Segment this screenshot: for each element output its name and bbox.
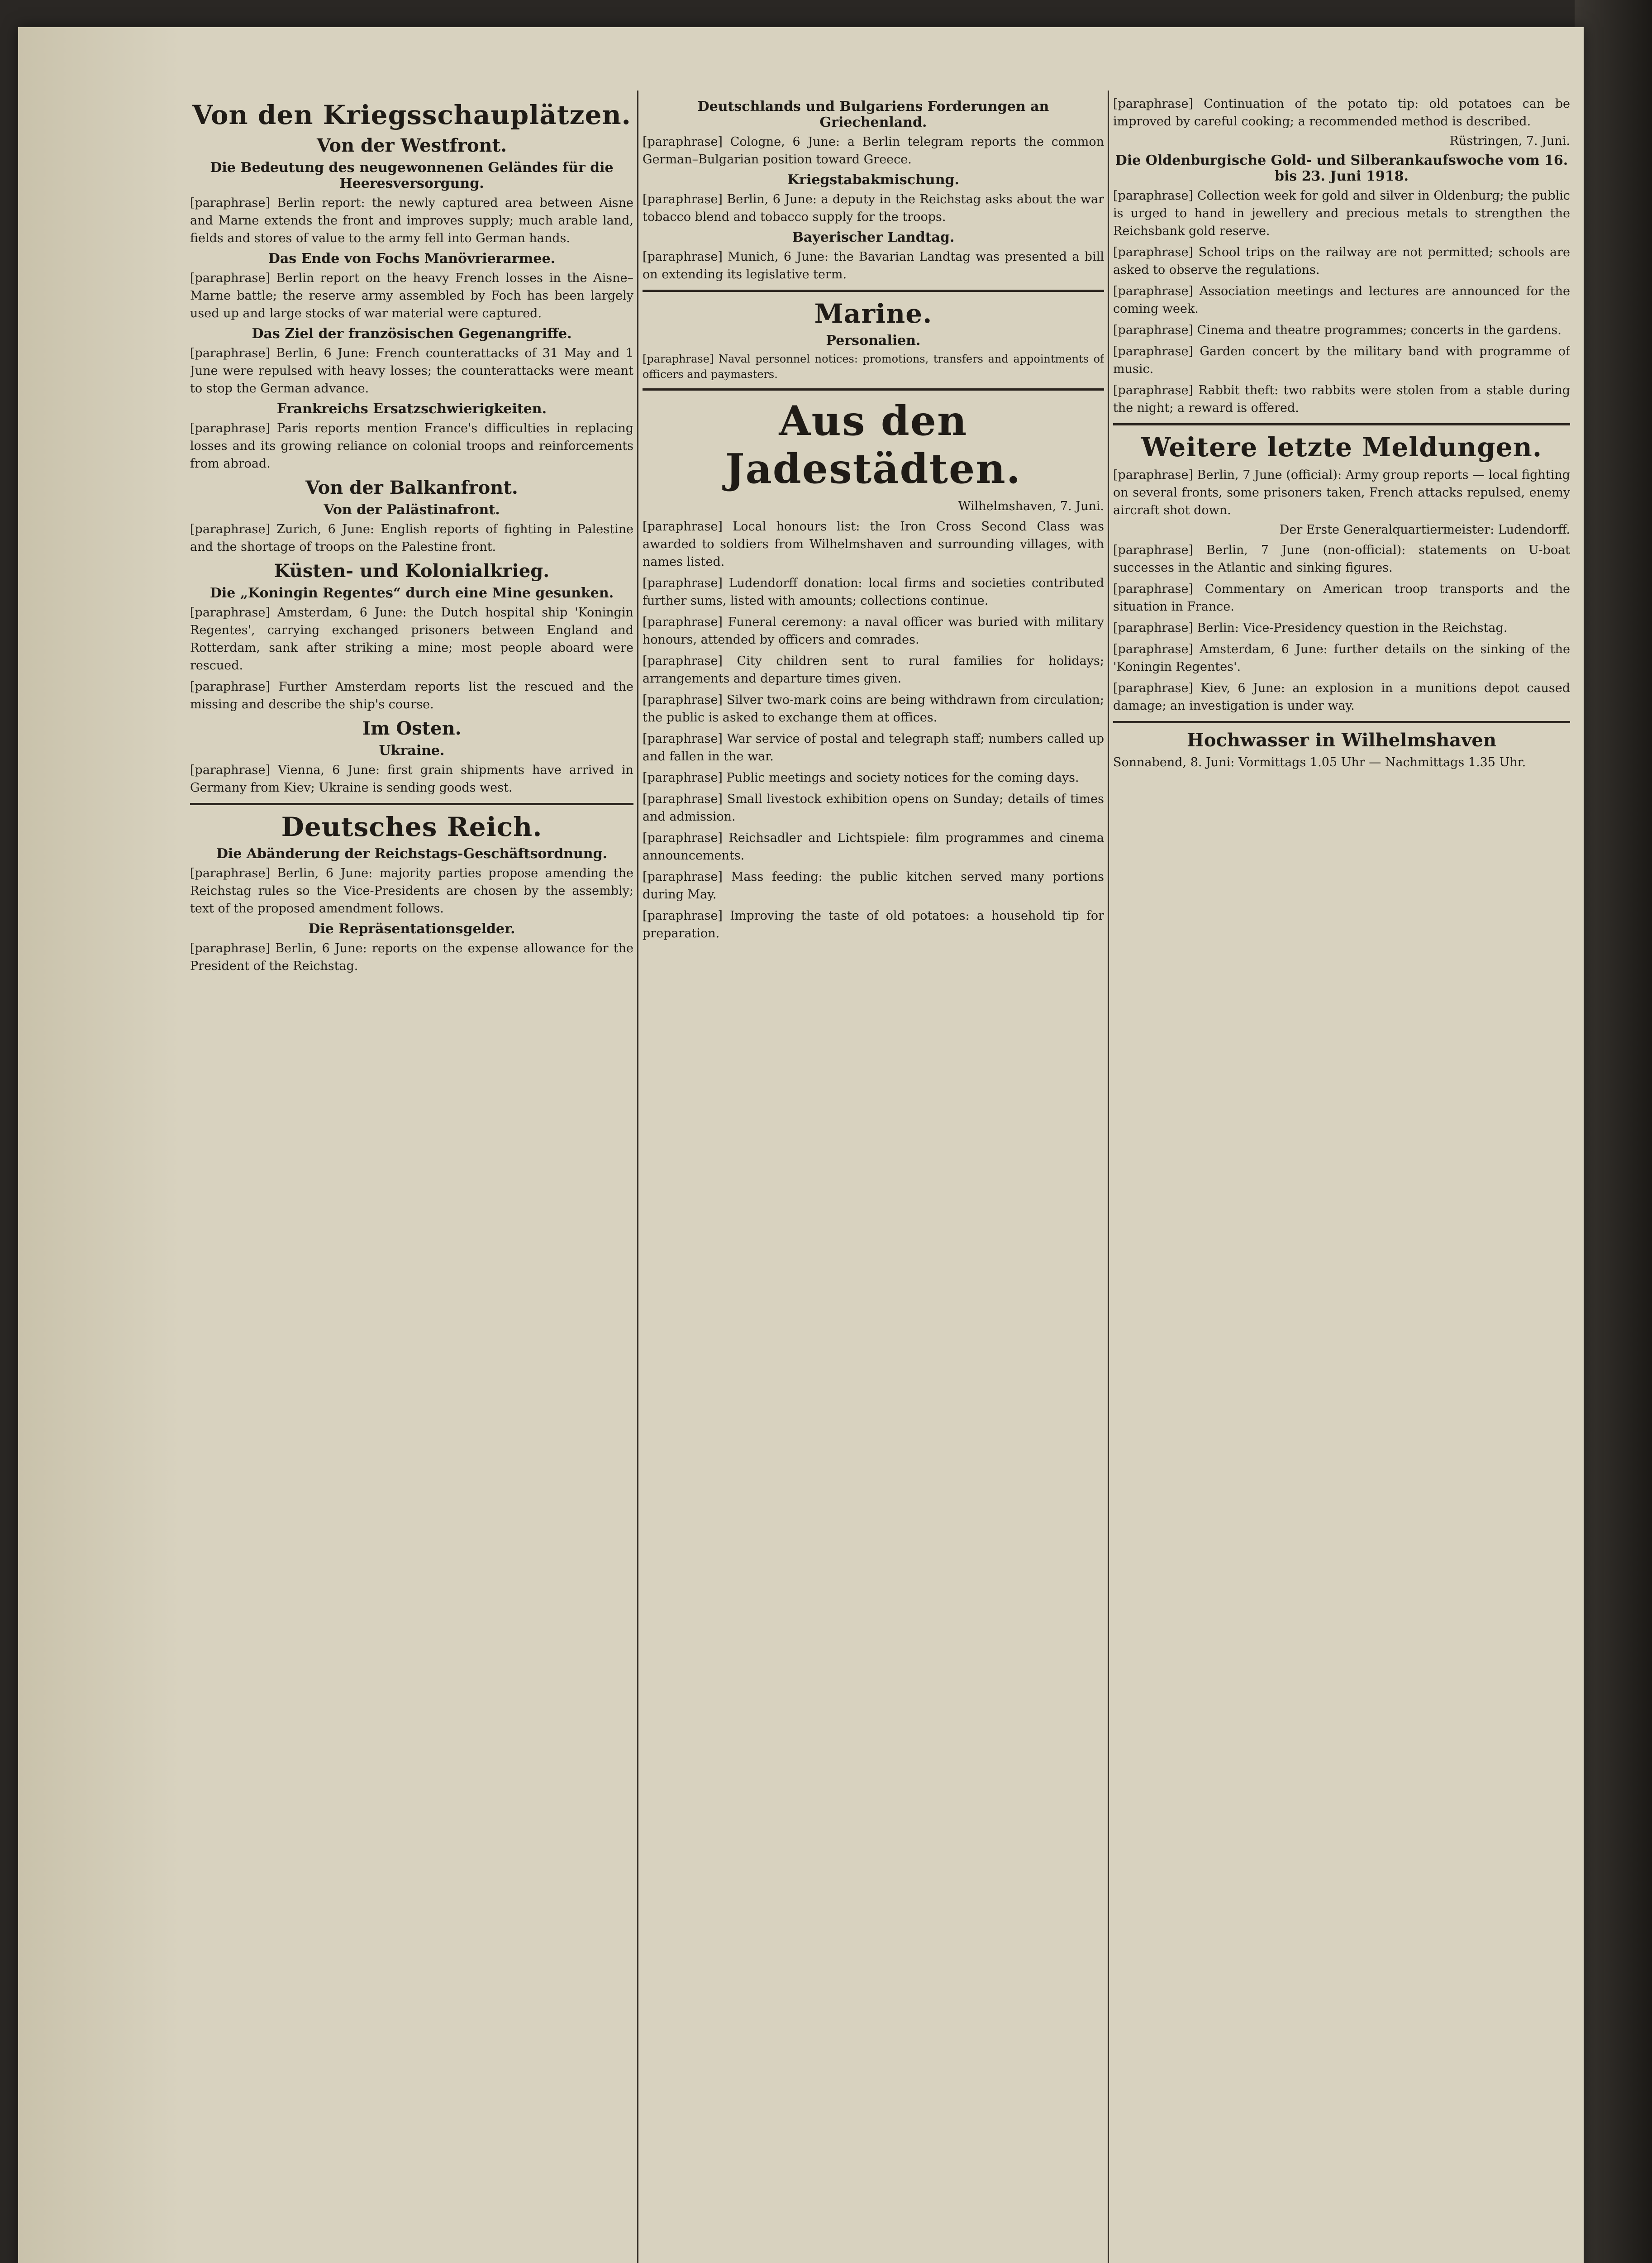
article-text: [paraphrase] Public meetings and society notices for the coming days.: [643, 771, 1079, 785]
article-text: [paraphrase] Cologne, 6 June: a Berlin telegram reports the common German–Bulgarian position toward Greece.: [643, 135, 1104, 167]
newspaper-page: [18, 27, 1584, 2263]
article-heading: Personalien.: [826, 333, 921, 349]
article-heading: Das Ende von Fochs Manövrierarmee.: [268, 251, 556, 267]
article-text: [paraphrase] Rabbit theft: two rabbits were stolen from a stable during the night; a reward is offered.: [1113, 383, 1570, 415]
article-heading: Bayerischer Landtag.: [792, 229, 955, 245]
article-heading: Die Abänderung der Reichstags-Geschäftsordnung.: [216, 846, 608, 862]
article-text: [paraphrase] Berlin, 7 June (official): Army group reports — local fighting on several fronts, some prisoners taken, French attacks repulsed, enemy aircraft shot down.: [1113, 468, 1570, 517]
article-text: [paraphrase] Garden concert by the military band with programme of music.: [1113, 344, 1570, 376]
article-text: [paraphrase] Berlin, 7 June (non-official): statements on U-boat successes in the Atlantic and sinking figures.: [1113, 543, 1570, 575]
page-margin: [18, 27, 181, 2263]
article-text: [paraphrase] Funeral ceremony: a naval officer was buried with military honours, attended by officers and comrades.: [643, 615, 1104, 647]
article-text: [paraphrase] Munich, 6 June: the Bavarian Landtag was presented a bill on extending its legislative term.: [643, 250, 1104, 282]
section-title: Deutsches Reich.: [281, 812, 543, 842]
section-title: Weitere letzte Meldungen.: [1141, 432, 1543, 463]
article-text: [paraphrase] Commentary on American troop transports and the situation in France.: [1113, 582, 1570, 614]
scan-shadow: [1575, 0, 1652, 2263]
article-text: [paraphrase] Mass feeding: the public kitchen served many portions during May.: [643, 870, 1104, 902]
article-text: [paraphrase] Further Amsterdam reports list the rescued and the missing and describe the ship's course.: [190, 680, 633, 711]
article-heading: Frankreichs Ersatzschwierigkeiten.: [276, 401, 547, 417]
article-text: [paraphrase] Berlin, 6 June: French counterattacks of 31 May and 1 June were repulsed with heavy losses; the counterattacks were meant to stop the German advance.: [190, 346, 633, 396]
article-text: [paraphrase] Vienna, 6 June: first grain shipments have arrived in Germany from Kiev; Ukraine is sending goods west.: [190, 763, 633, 795]
article-text: [paraphrase] Berlin report: the newly captured area between Aisne and Marne extends the front and improves supply; much arable land, fields and stores of value to the army fell into German hands.: [190, 196, 633, 245]
article-heading: Kriegstabakmischung.: [787, 172, 959, 188]
article-text: [paraphrase] Berlin: Vice-Presidency question in the Reichstag.: [1113, 621, 1508, 635]
section-title: Aus den Jadestädten.: [725, 397, 1022, 493]
article-text: [paraphrase] Berlin, 6 June: a deputy in the Reichstag asks about the war tobacco blend and tobacco supply for the troops.: [643, 192, 1104, 224]
article-heading: Ukraine.: [379, 743, 445, 759]
article-heading: Die „Koningin Regentes“ durch eine Mine gesunken.: [209, 585, 614, 601]
article-text: [paraphrase] Local honours list: the Iron Cross Second Class was awarded to soldiers from Wilhelmshaven and surrounding villages, with names listed.: [643, 520, 1104, 569]
section-title: Marine.: [814, 298, 933, 329]
column-rule: [1108, 91, 1109, 2263]
article-text: [paraphrase] Zurich, 6 June: English reports of fighting in Palestine and the shortage of troops on the Palestine front.: [190, 522, 633, 554]
article-text: [paraphrase] Berlin, 6 June: reports on the expense allowance for the President of the Reichstag.: [190, 941, 633, 973]
article-text: [paraphrase] City children sent to rural families for holidays; arrangements and departure times given.: [643, 654, 1104, 686]
dateline: Rüstringen, 7. Juni.: [1449, 134, 1570, 148]
article-text: [paraphrase] Paris reports mention France's difficulties in replacing losses and its growing reliance on colonial troops and reinforcements from abroad.: [190, 421, 633, 471]
dateline: Wilhelmshaven, 7. Juni.: [958, 499, 1104, 513]
section-divider: [190, 803, 633, 805]
signature-line: Der Erste Generalquartiermeister: Ludendorff.: [1279, 523, 1570, 537]
article-text: [paraphrase] War service of postal and telegraph staff; numbers called up and fallen in the war.: [643, 732, 1104, 764]
section-divider: [1113, 721, 1570, 723]
section-divider: [643, 388, 1104, 391]
article-text: [paraphrase] Kiev, 6 June: an explosion in a munitions depot caused damage; an investigation is under way.: [1113, 681, 1570, 713]
article-text: [paraphrase] Small livestock exhibition opens on Sunday; details of times and admission.: [643, 792, 1104, 824]
section-divider: [1113, 423, 1570, 425]
article-text: [paraphrase] Association meetings and lectures are announced for the coming week.: [1113, 284, 1570, 316]
article-heading: Die Bedeutung des neugewonnenen Geländes für die Heeresversorgung.: [210, 160, 614, 191]
article-heading: Von der Palästinafront.: [324, 502, 500, 518]
column-2: [643, 95, 1104, 2263]
section-divider: [643, 290, 1104, 292]
column-3: [1113, 95, 1570, 2263]
article-text: [paraphrase] Improving the taste of old potatoes: a household tip for preparation.: [643, 909, 1104, 941]
tide-times: Sonnabend, 8. Juni: Vormittags 1.05 Uhr — Nachmittags 1.35 Uhr.: [1113, 755, 1526, 769]
article-text: [paraphrase] Silver two-mark coins are being withdrawn from circulation; the public is asked to exchange them at offices.: [643, 693, 1104, 725]
section-title: Hochwasser in Wilhelmshaven: [1187, 730, 1496, 751]
section-title: Küsten- und Kolonialkrieg.: [274, 560, 550, 582]
article-text: [paraphrase] Berlin report on the heavy French losses in the Aisne–Marne battle; the reserve army assembled by Foch has been largely used up and large stocks of war material were captured.: [190, 271, 633, 320]
article-text: [paraphrase] Ludendorff donation: local firms and societies contributed further sums, listed with amounts; collections continue.: [643, 576, 1104, 608]
article-heading: Deutschlands und Bulgariens Forderungen an Griechenland.: [697, 99, 1049, 130]
article-heading: Die Oldenburgische Gold- und Silberankaufswoche vom 16. bis 23. Juni 1918.: [1115, 153, 1568, 184]
article-heading: Die Repräsentationsgelder.: [308, 921, 515, 937]
article-text: [paraphrase] Reichsadler and Lichtspiele: film programmes and cinema announcements.: [643, 831, 1104, 863]
article-text: [paraphrase] Collection week for gold and silver in Oldenburg; the public is urged to hand in jewellery and precious metals to strengthen the Reichsbank gold reserve.: [1113, 189, 1570, 238]
article-text: [paraphrase] Continuation of the potato tip: old potatoes can be improved by careful cooking; a recommended method is described.: [1113, 97, 1570, 129]
article-text: [paraphrase] Amsterdam, 6 June: the Dutch hospital ship 'Koningin Regentes', carrying exchanged prisoners between England and Rotterdam, sank after striking a mine; most people aboard were rescued.: [190, 606, 633, 673]
article-text: [paraphrase] School trips on the railway are not permitted; schools are asked to observe the regulations.: [1113, 245, 1570, 277]
article-text: [paraphrase] Naval personnel notices: promotions, transfers and appointments of officers and paymasters.: [643, 353, 1104, 381]
section-title: Von der Balkanfront.: [305, 477, 518, 498]
section-title: Im Osten.: [362, 718, 462, 739]
article-text: [paraphrase] Berlin, 6 June: majority parties propose amending the Reichstag rules so the Vice-Presidents are chosen by the assembly; text of the proposed amendment follows.: [190, 866, 633, 916]
article-text: [paraphrase] Amsterdam, 6 June: further details on the sinking of the 'Koningin Regentes'.: [1113, 642, 1570, 674]
article-text: [paraphrase] Cinema and theatre programmes; concerts in the gardens.: [1113, 323, 1562, 337]
column-1: [190, 95, 633, 2263]
article-heading: Das Ziel der französischen Gegenangriffe.: [252, 326, 572, 342]
section-title: Von der Westfront.: [316, 135, 507, 156]
section-title: Von den Kriegsschauplätzen.: [192, 100, 631, 130]
column-rule: [637, 91, 638, 2263]
